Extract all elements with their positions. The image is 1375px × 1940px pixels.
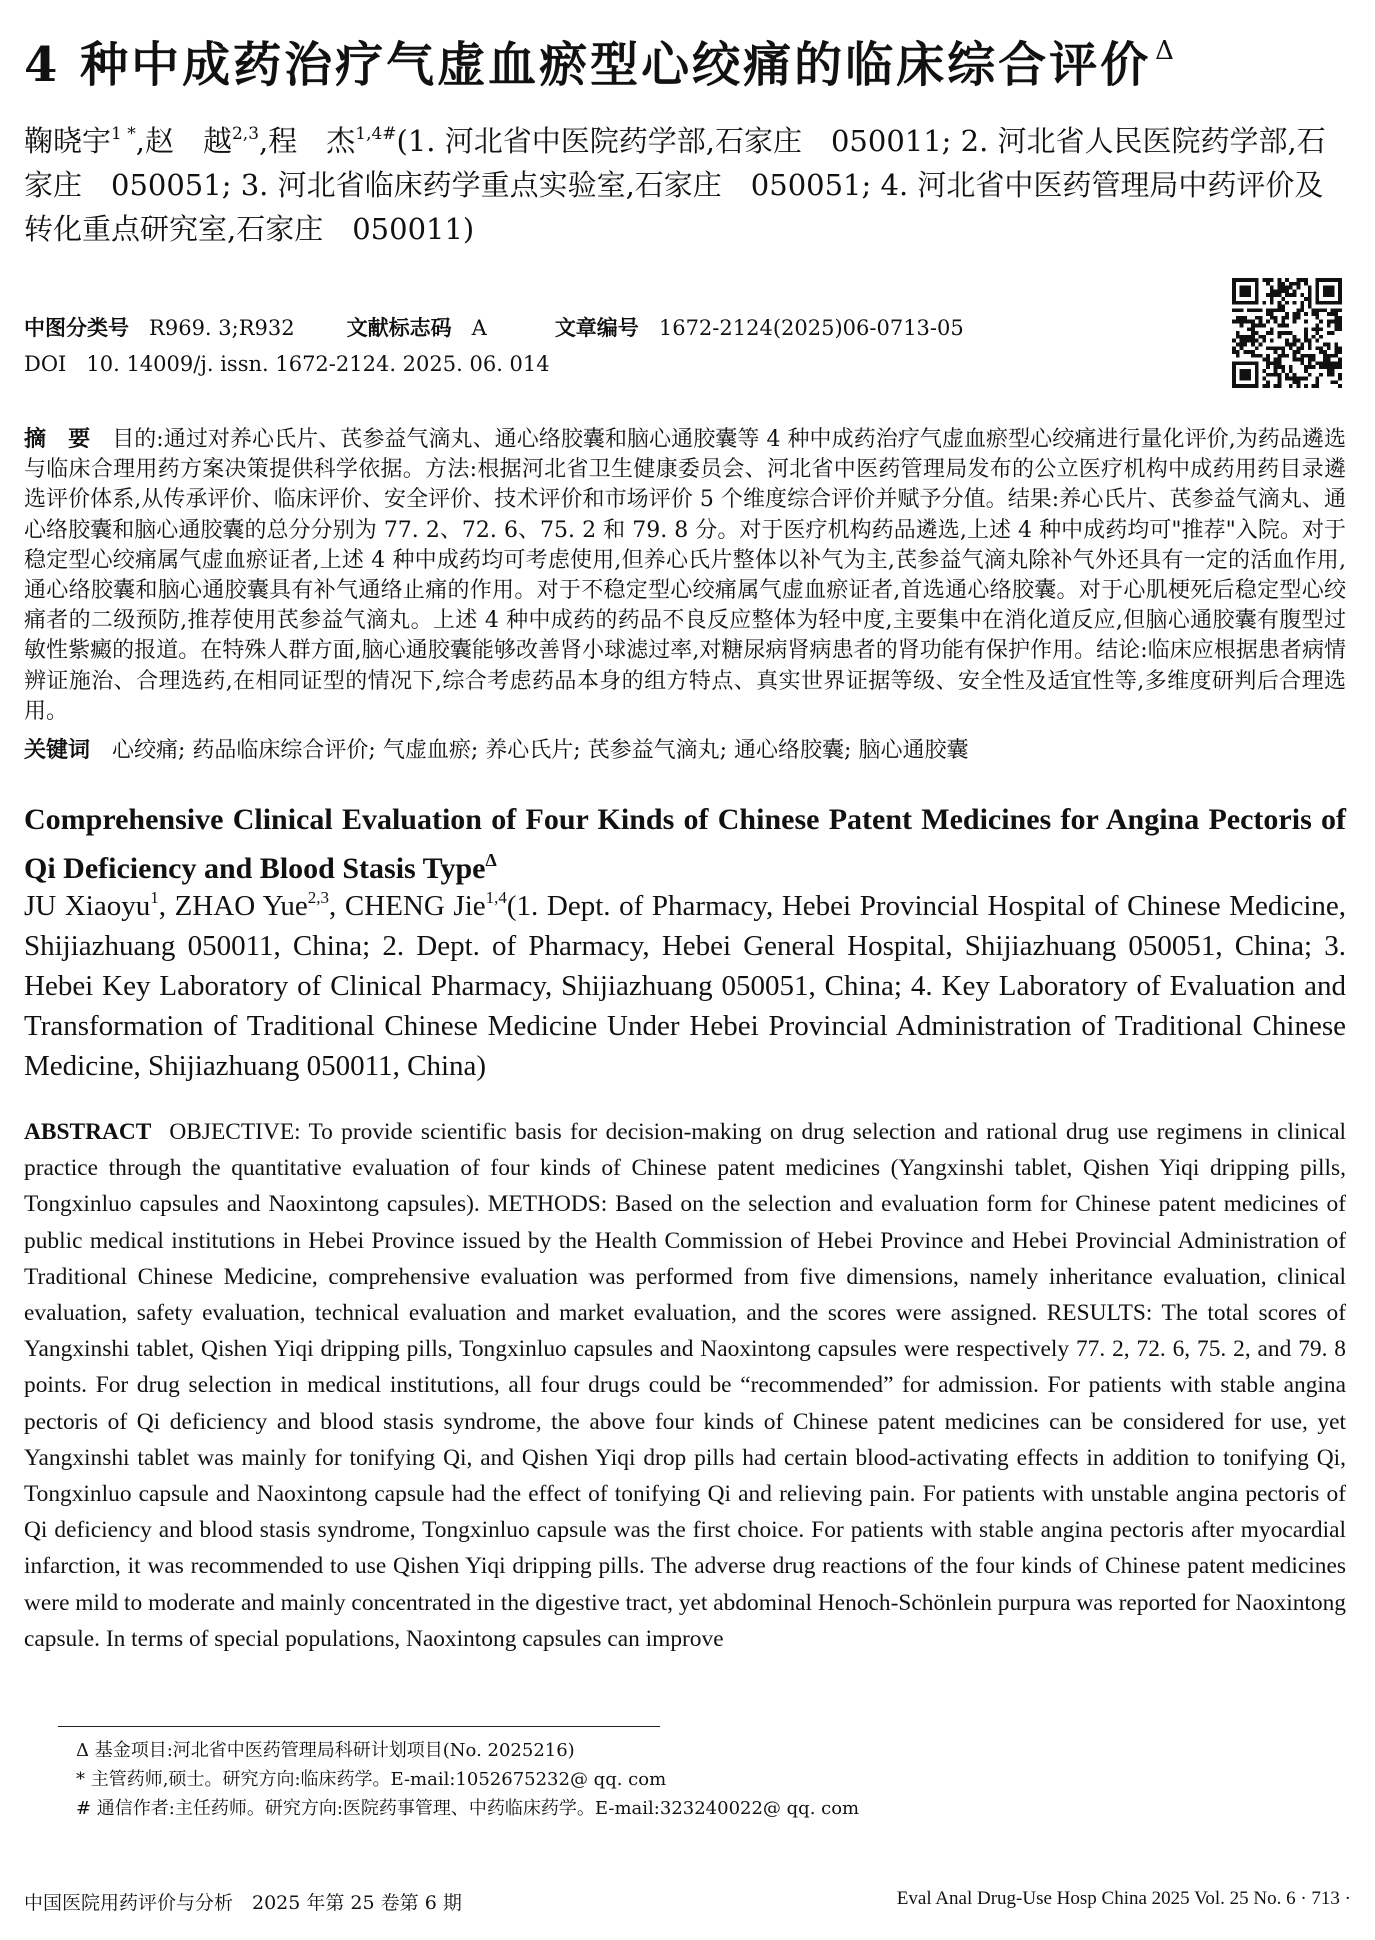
authors-en: JU Xiaoyu$^1$, ZHAO Yue$^{2,3}$, CHENG Jie$^{1,4}$(1. Dept. of Pharmacy, Hebei Provincial Hospital of Chinese Medicine, Shijiazhuang 050011, China; 2. Dept. of Pharmacy, Hebei General Hospital, Shijiazhuang 050051, China; 3. Hebei Key Laboratory of Clinical Pharmacy, Shijiazhuang 050051, China; 4. Key Laboratory of Evaluation and Transformation of Traditional Chinese Medicine Under Hebei Provincial Administration of Traditional Chinese Medicine, Shijiazhuang 050011, China) (24, 888, 1346, 1082)
doi-label: DOI (24, 352, 67, 376)
meta-row-classification (24, 310, 1124, 346)
author-cn-1-sup: 1 * (111, 124, 136, 144)
abstract-en-text: OBJECTIVE: To provide scientific basis for decision-making on drug selection and rational drug use regimens in clinical practice through the quantitative evaluation of four kinds of Chinese patent medicines (Yangxinshi tablet, Qishen Yiqi dripping pills, Tongxinluo capsules and Naoxintong capsules). METHODS: Based on the selection and evaluation form for Chinese patent medicines of public medical institutions in Hebei Province issued by the Health Commission of Hebei Province and Hebei Provincial Administration of Traditional Chinese Medicine, comprehensive evaluation was performed from five dimensions, namely inheritance evaluation, clinical evaluation, safety evaluation, technical evaluation and market evaluation, and the scores were assigned. RESULTS: The total scores of Yangxinshi tablet, Qishen Yiqi dripping pills, Tongxinluo capsules and Naoxintong capsules were respectively 77. 2, 72. 6, 75. 2, and 79. 8 points. For drug selection in medical institutions, all four drugs could be “recommended” for admission. For patients with stable angina pectoris of Qi deficiency and blood stasis syndrome, the above four kinds of Chinese patent medicines can be considered for use, yet Yangxinshi tablet was mainly for tonifying Qi, and Qishen Yiqi drop pills had certain blood-activating effects in addition to tonifying Qi, Tongxinluo capsule and Naoxintong capsule had the effect of tonifying Qi and relieving pain. For patients with unstable angina pectoris of Qi deficiency and blood stasis syndrome, Tongxinluo capsule was the first choice. For patients with stable angina pectoris after myocardial infarction, it was recommended to use Qishen Yiqi dripping pills. The adverse drug reactions of the four kinds of Chinese patent medicines were mild to moderate and mainly concentrated in the digestive tract, yet abdominal Henoch-Schönlein purpura was reported for Naoxintong capsule. In terms of special populations, Naoxintong capsules can improve (24, 1119, 1346, 1652)
abstract-cn-text: 目的:通过对养心氏片、芪参益气滴丸、通心络胶囊和脑心通胶囊等 4 种中成药治疗气虚血瘀型心绞痛进行量化评价,为药品遴选与临床合理用药方案决策提供科学依据。方法:根据河北省卫生健康委员会、河北省中医药管理局发布的公立医疗机构中成药用药目录遴选评价体系,从传承评价、临床评价、安全评价、技术评价和市场评价 5 个维度综合评价并赋予分值。结果:养心氏片、芪参益气滴丸、通心络胶囊和脑心通胶囊的总分分别为 77. 2、72. 6、75. 2 和 79. 8 分。对于医疗机构药品遴选,上述 4 种中成药均可"推荐"入院。对于稳定型心绞痛属气虚血瘀证者,上述 4 种中成药均可考虑使用,但养心氏片整体以补气为主,芪参益气滴丸除补气外还具有一定的活血作用,通心络胶囊和脑心通胶囊具有补气通络止痛的作用。对于不稳定型心绞痛属气虚血瘀证者,首选通心络胶囊。对于心肌梗死后稳定型心绞痛者的二级预防,推荐使用芪参益气滴丸。上述 4 种中成药的药品不良反应整体为轻中度,主要集中在消化道反应,但脑心通胶囊有腹型过敏性紫癜的报道。在特殊人群方面,脑心通胶囊能够改善肾小球滤过率,对糖尿病肾病患者的肾功能有保护作用。结论:临床应根据患者病情辨证施治、合理选药,在相同证型的情况下,综合考虑药品本身的组方特点、真实世界证据等级、安全性及适宜性等,多维度研判后合理选用。 (24, 427, 1346, 724)
article-title-en (24, 800, 1346, 889)
abstract-cn (24, 424, 1346, 727)
abstract-en (24, 1114, 1346, 1657)
author-en-2-sup: 2,3 (307, 888, 330, 907)
article-no-label: 文章编号 (554, 315, 639, 340)
keywords-cn (24, 735, 1346, 766)
doc-code-value: A (471, 316, 487, 340)
doi-value: 10. 14009/j. issn. 1672-2124. 2025. 06. 014 (86, 352, 550, 376)
title-en-mark: Δ (485, 850, 497, 870)
article-no-value: 1672-2124(2025)06-0713-05 (658, 316, 964, 340)
author-cn-3-sup: 1,4# (355, 124, 397, 144)
title-cn-mark: Δ (1155, 36, 1177, 66)
article-meta (24, 310, 1124, 382)
author-cn-2: 赵 越 (144, 124, 232, 158)
meta-row-doi (24, 346, 1124, 382)
article-title-cn (24, 20, 1344, 96)
author-en-2: ZHAO Yue (174, 890, 308, 922)
clc-label: 中图分类号 (24, 315, 129, 340)
author-cn-3: 程 杰 (268, 124, 356, 158)
footnote-fund: Δ 基金项目:河北省中医药管理局科研计划项目(No. 2025216) (76, 1740, 575, 1761)
author-cn-2-sup: 2,3 (231, 124, 260, 144)
footnote-divider (58, 1726, 660, 1727)
author-en-1: JU Xiaoyu (24, 890, 151, 922)
affiliations-en: (1. Dept. of Pharmacy, Hebei Provincial Hospital of Chinese Medicine, Shijiazhuang 050011, China; 2. Dept. of Pharmacy, Hebei General Hospital, Shijiazhuang 050051, China; 3. Hebei Key Laboratory of Clinical Pharmacy, Shijiazhuang 050051, China; 4. Key Laboratory of Evaluation and Transformation of Traditional Chinese Medicine Under Hebei Provincial Administration of Traditional Chinese Medicine, Shijiazhuang 050011, China) (24, 890, 1346, 1082)
author-en-3-sup: 1,4 (485, 888, 507, 907)
footnote-corresponding: # 通信作者:主任药师。研究方向:医院药事管理、中药临床药学。E-mail:323240022@ qq. com (76, 1798, 860, 1819)
keywords-cn-text: 心绞痛; 药品临床综合评价; 气虚血瘀; 养心氏片; 芪参益气滴丸; 通心络胶囊; 脑心通胶囊 (112, 738, 969, 763)
affiliations-cn: (1. 河北省中医院药学部,石家庄 050011; 2. 河北省人民医院药学部,石家庄 050051; 3. 河北省临床药学重点实验室,石家庄 050051; 4. 河北省中医药管理局中药评价及转化重点研究室,石家庄 050011) (24, 124, 1326, 246)
footnotes (76, 1736, 1176, 1823)
clc-value: R969. 3;R932 (149, 316, 295, 340)
doc-code-label: 文献标志码 (346, 315, 452, 340)
title-cn-text: 4 种中成药治疗气虚血瘀型心绞痛的临床综合评价 (24, 37, 1152, 93)
qr-code-icon (1232, 278, 1342, 388)
author-en-1-sup: 1 (150, 888, 159, 907)
abstract-cn-label: 摘 要 (24, 426, 91, 452)
keywords-cn-label: 关键词 (24, 737, 91, 763)
author-cn-1: 鞠晓宇 (24, 124, 112, 158)
author-en-3: CHENG Jie (344, 890, 486, 922)
authors-cn: 鞠晓宇$^{1 *}$,赵 越$^{2,3}$,程 杰$^{1,4\#}$(1. 河北省中医院药学部,石家庄 050011; 2. 河北省人民医院药学部,石家庄 050051; 3. 河北省临床药学重点实验室,石家庄 050051; 4. 河北省中医药管理局中药评价及转化重点研究室,石家庄 050011) (24, 124, 1326, 246)
abstract-en-label: ABSTRACT (24, 1119, 152, 1145)
title-en-text: Comprehensive Clinical Evaluation of Four Kinds of Chinese Patent Medicines for Angina Pectoris of Qi Deficiency and Blood Stasis Type (24, 803, 1346, 885)
footer-journal-en: Eval Anal Drug-Use Hosp China 2025 Vol. 25 No. 6 · 713 · (896, 1888, 1351, 1909)
footer-journal-cn: 中国医院用药评价与分析 2025 年第 25 卷第 6 期 (24, 1892, 462, 1914)
footnote-first-author: * 主管药师,硕士。研究方向:临床药学。E-mail:1052675232@ qq. com (76, 1769, 667, 1790)
